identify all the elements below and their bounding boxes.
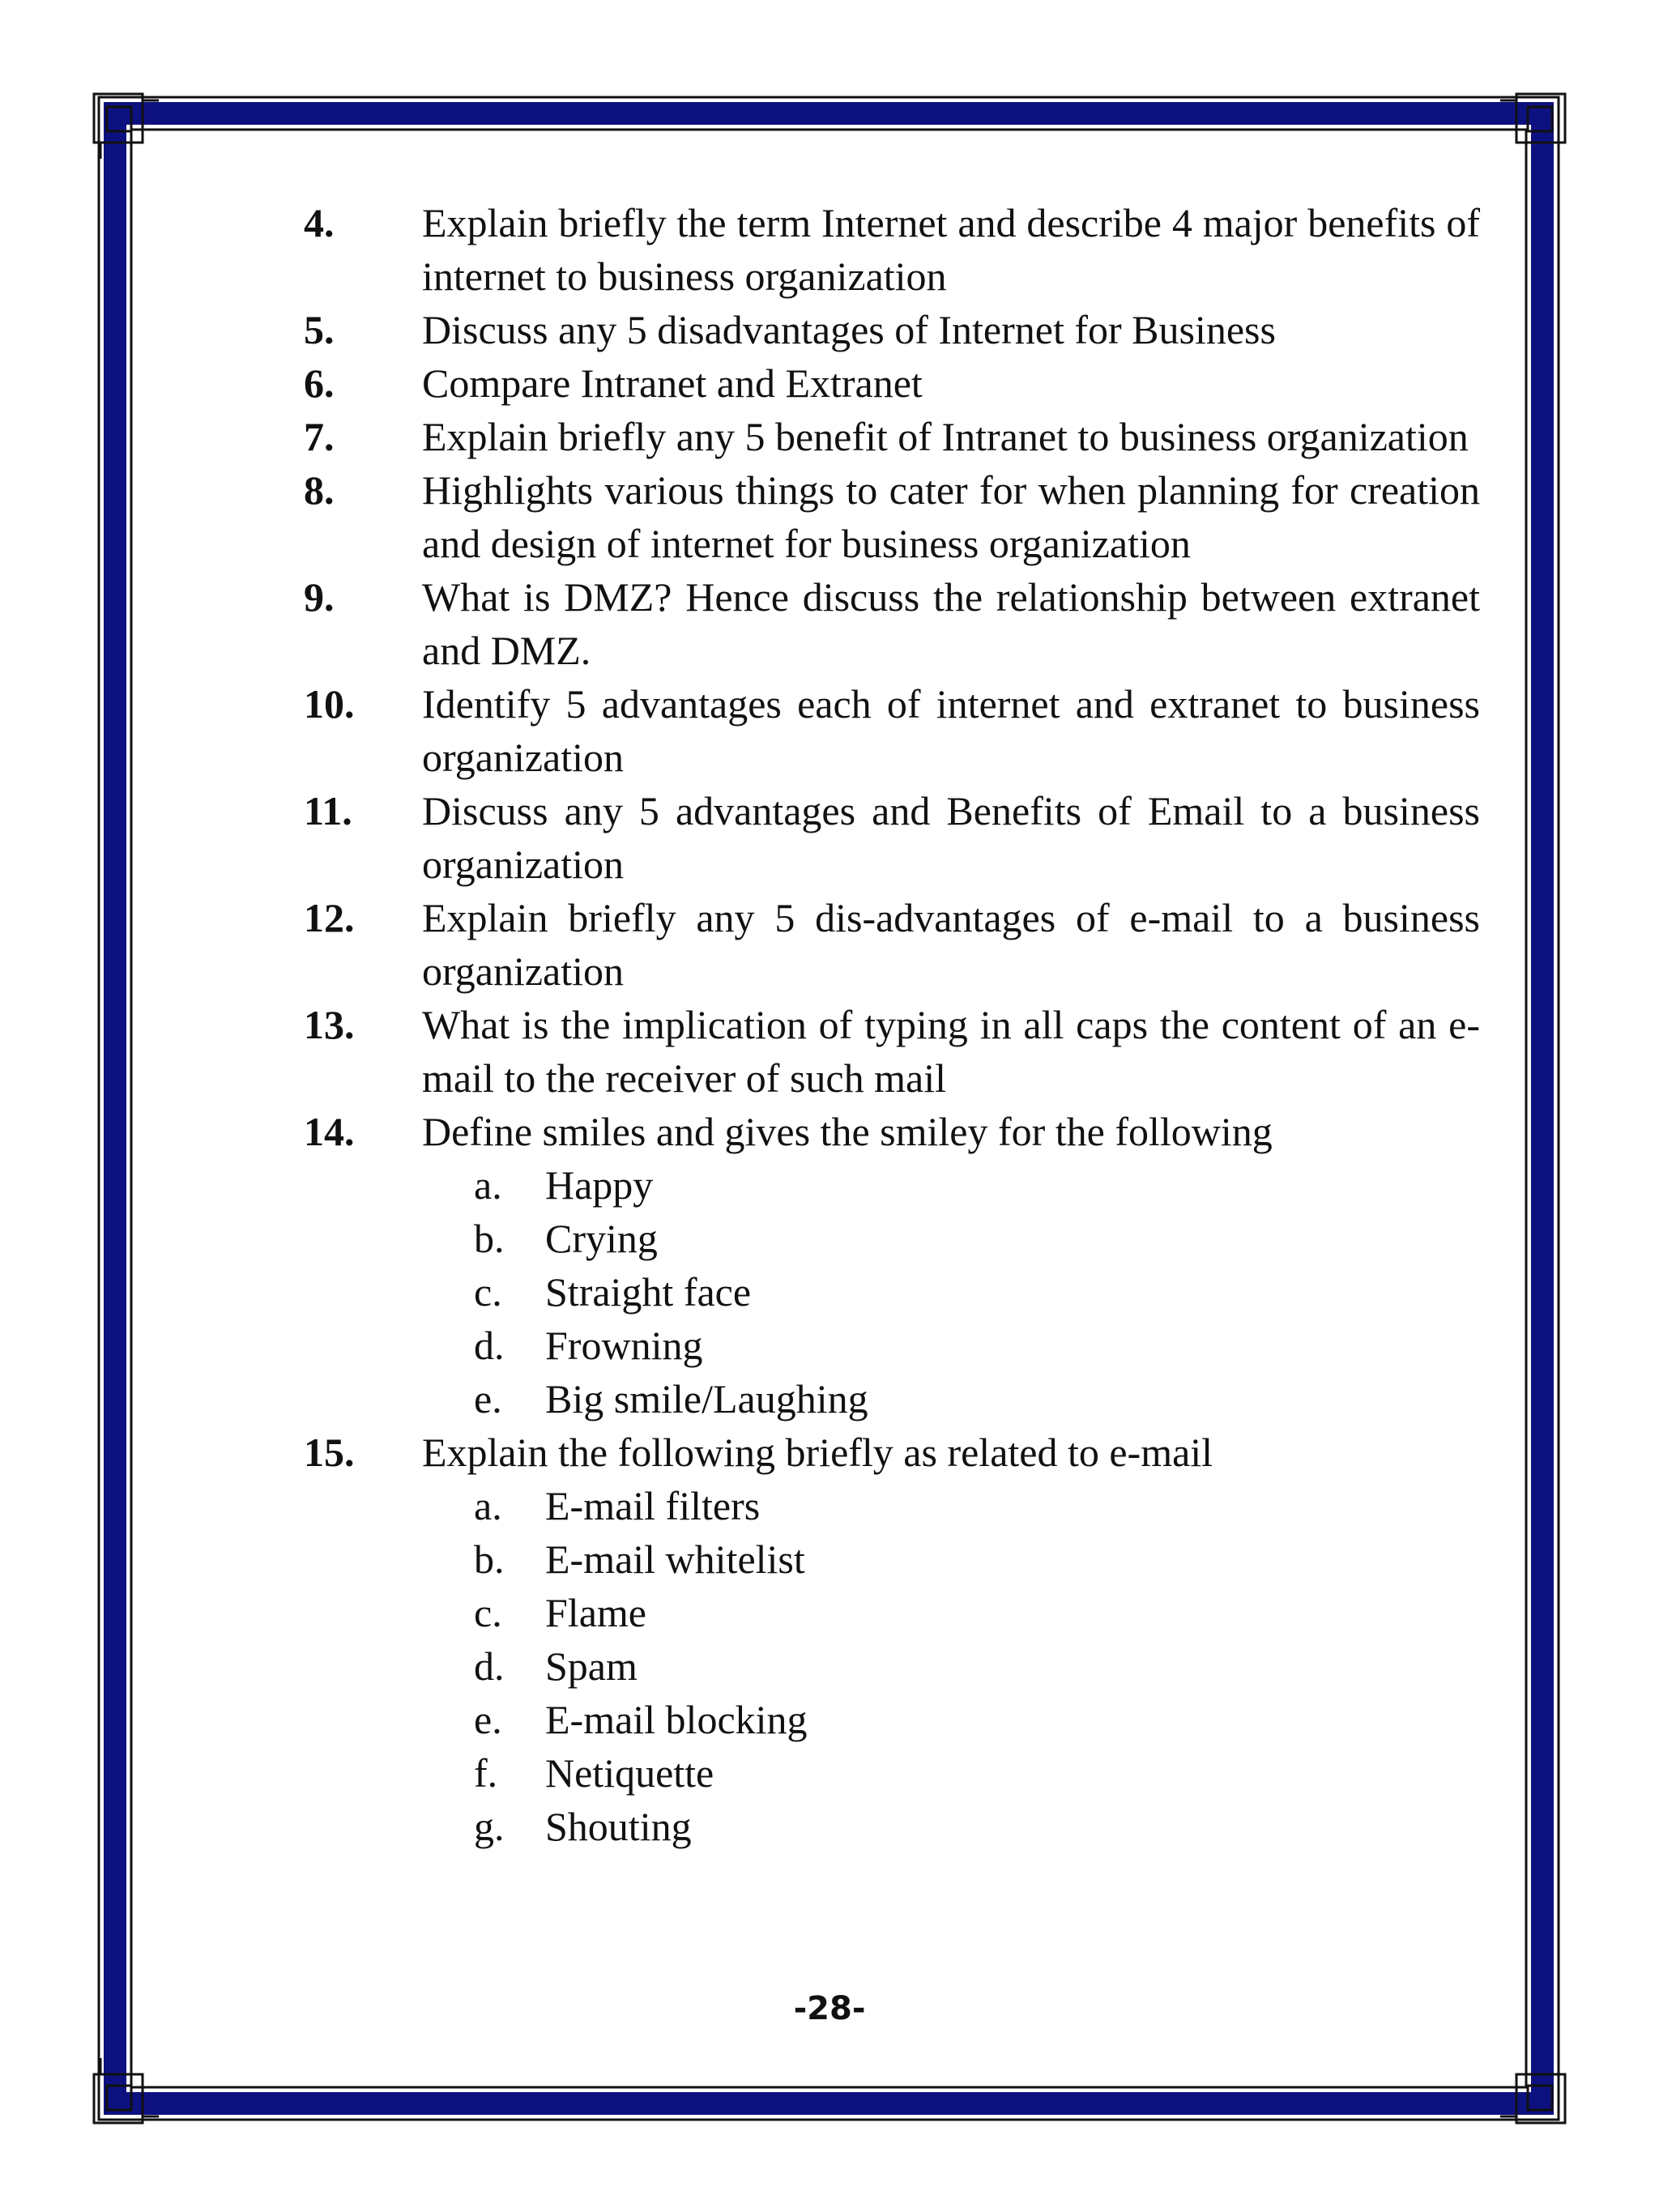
question-10 bbox=[304, 677, 1480, 784]
question-text: Explain briefly the term Internet and describe 4 major benefits of internet to business organization bbox=[422, 200, 1480, 299]
question-number: 12. bbox=[304, 895, 355, 940]
page-number: -28- bbox=[793, 1990, 866, 2027]
sub-item-text: Shouting bbox=[545, 1804, 692, 1849]
sub-item-text: Crying bbox=[545, 1216, 658, 1261]
sub-item-letter: c. bbox=[474, 1269, 502, 1315]
question-7 bbox=[304, 410, 1480, 463]
corner-ornament-bottom-right bbox=[1500, 2058, 1565, 2123]
sub-item-text: Happy bbox=[545, 1162, 654, 1208]
question-list bbox=[304, 196, 1480, 1853]
sub-item bbox=[474, 1746, 1480, 1800]
corner-ornament-bottom-left bbox=[94, 2058, 159, 2123]
question-text: Explain briefly any 5 dis-advantages of e-mail to a business organization bbox=[422, 895, 1480, 994]
question-number: 6. bbox=[304, 360, 335, 406]
question-text: Compare Intranet and Extranet bbox=[422, 360, 923, 406]
question-text: Explain briefly any 5 benefit of Intranet to business organization bbox=[422, 414, 1469, 459]
sub-item-text: Big smile/Laughing bbox=[545, 1376, 868, 1421]
sub-item bbox=[474, 1586, 1480, 1639]
question-number: 4. bbox=[304, 200, 335, 245]
sub-item bbox=[474, 1479, 1480, 1532]
question-text: Define smiles and gives the smiley for the following bbox=[422, 1109, 1273, 1154]
sub-item bbox=[474, 1693, 1480, 1746]
sub-item-text: E-mail whitelist bbox=[545, 1536, 805, 1582]
question-text: Discuss any 5 advantages and Benefits of Email to a business organization bbox=[422, 788, 1480, 887]
sub-list-14 bbox=[474, 1158, 1480, 1426]
question-number: 5. bbox=[304, 307, 335, 352]
sub-item-text: E-mail filters bbox=[545, 1483, 761, 1528]
sub-item-letter: f. bbox=[474, 1750, 498, 1796]
question-number: 11. bbox=[304, 788, 352, 833]
question-number: 14. bbox=[304, 1109, 355, 1154]
sub-item bbox=[474, 1158, 1480, 1212]
sub-item-letter: d. bbox=[474, 1643, 505, 1689]
sub-item-letter: d. bbox=[474, 1323, 505, 1368]
sub-item bbox=[474, 1319, 1480, 1372]
sub-item-letter: a. bbox=[474, 1483, 502, 1528]
sub-item-text: Netiquette bbox=[545, 1750, 714, 1796]
question-text: Highlights various things to cater for when planning for creation and design of internet for business organization bbox=[422, 467, 1480, 566]
question-number: 7. bbox=[304, 414, 335, 459]
question-6 bbox=[304, 356, 1480, 410]
sub-item-letter: g. bbox=[474, 1804, 505, 1849]
corner-ornament-top-left bbox=[94, 94, 159, 159]
question-text: What is the implication of typing in all caps the content of an e-mail to the receiver of such mail bbox=[422, 1002, 1480, 1101]
question-text: What is DMZ? Hence discuss the relationship between extranet and DMZ. bbox=[422, 574, 1480, 673]
question-11 bbox=[304, 784, 1480, 891]
sub-item bbox=[474, 1372, 1480, 1426]
question-text: Discuss any 5 disadvantages of Internet for Business bbox=[422, 307, 1276, 352]
sub-list-15 bbox=[474, 1479, 1480, 1853]
sub-item-letter: e. bbox=[474, 1697, 502, 1742]
question-5 bbox=[304, 303, 1480, 356]
sub-item-text: Frowning bbox=[545, 1323, 703, 1368]
sub-item-letter: b. bbox=[474, 1216, 505, 1261]
question-number: 15. bbox=[304, 1430, 355, 1475]
sub-item bbox=[474, 1800, 1480, 1853]
question-number: 9. bbox=[304, 574, 335, 620]
question-text: Identify 5 advantages each of internet and extranet to business organization bbox=[422, 681, 1480, 780]
corner-ornament-top-right bbox=[1500, 94, 1565, 159]
sub-item-text: Straight face bbox=[545, 1269, 752, 1315]
question-12 bbox=[304, 891, 1480, 998]
sub-item-letter: c. bbox=[474, 1590, 502, 1635]
sub-item-letter: e. bbox=[474, 1376, 502, 1421]
sub-item bbox=[474, 1532, 1480, 1586]
sub-item-text: Flame bbox=[545, 1590, 646, 1635]
sub-item bbox=[474, 1212, 1480, 1265]
question-13 bbox=[304, 998, 1480, 1105]
question-9 bbox=[304, 570, 1480, 677]
sub-item-letter: b. bbox=[474, 1536, 505, 1582]
question-15 bbox=[304, 1426, 1480, 1479]
sub-item-letter: a. bbox=[474, 1162, 502, 1208]
question-text: Explain the following briefly as related to e-mail bbox=[422, 1430, 1213, 1475]
sub-item-text: Spam bbox=[545, 1643, 638, 1689]
sub-item bbox=[474, 1639, 1480, 1693]
sub-item-text: E-mail blocking bbox=[545, 1697, 808, 1742]
question-4 bbox=[304, 196, 1480, 303]
question-number: 8. bbox=[304, 467, 335, 513]
question-14 bbox=[304, 1105, 1480, 1158]
question-8 bbox=[304, 463, 1480, 570]
question-number: 13. bbox=[304, 1002, 355, 1047]
question-number: 10. bbox=[304, 681, 355, 727]
sub-item bbox=[474, 1265, 1480, 1319]
